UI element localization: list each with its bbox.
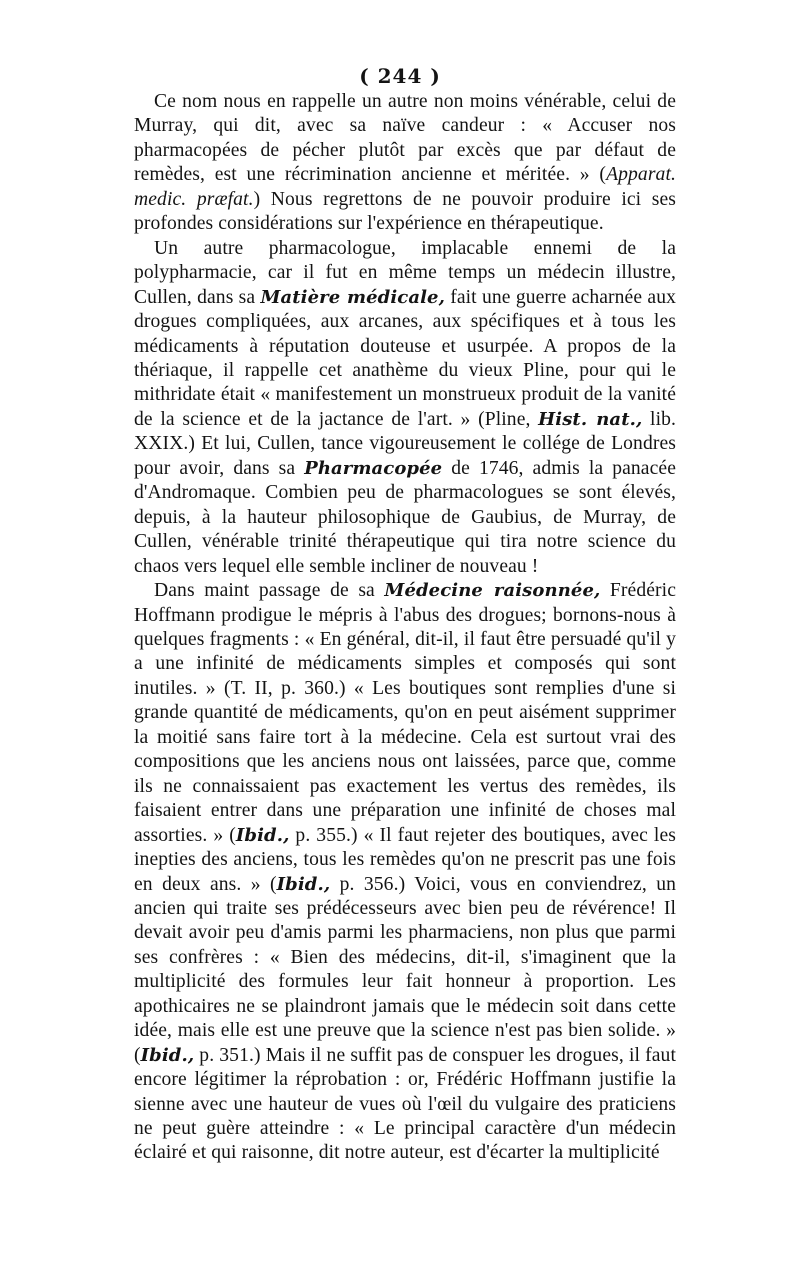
paragraph: [134, 237, 676, 579]
text-run: lib. XXIX.) Et lui, Cullen, tance vigoureusement le collége de Londres pour avoir, dans sa: [134, 408, 677, 479]
text-run: fait une guerre acharnée aux drogues compliquées, aux arcanes, aux spécifiques et à tous les médicaments à réputation douteuse et usurpée. A propos de la thériaque, il rappelle cet anathème du vieux Pline, pour qui le mithridate était « manifestement un monstrueux produit de la vanité de la science et de la jactance de l'art. » (Pline,: [134, 286, 676, 430]
text-run: Un autre pharmacologue, implacable ennemi de la polypharmacie, car il fut en même temps un médecin illustre, Cullen, dans sa: [134, 237, 676, 308]
text-run: Dans maint passage de sa: [154, 580, 385, 602]
text-run: p. 355.) « Il faut rejeter des boutiques, avec les inepties des anciens, tous les remèdes qu'on ne prescrit pas une fois en deux ans. » (: [134, 824, 676, 895]
citation-ibid: Ibid.,: [276, 873, 331, 895]
paragraph: [134, 579, 676, 1166]
text-run: p. 356.) Voici, vous en conviendrez, un ancien qui traite ses prédécesseurs avec bien peu de révérence! Il devait avoir peu d'amis parmi les pharmaciens, non plus que parmi ses confrères : « Bien des médecins, dit-il, s'imaginent que la multiplicité des formules leur fait honneur à proportion. Les apothicaires ne se plaindront jamais que le médecin soit dans cette idée, mais elle est une preuve que la science n'est pas bien solide. » (: [134, 873, 676, 1066]
citation-ibid: Ibid.,: [140, 1044, 195, 1066]
text-run: de 1746, admis la panacée d'Andromaque. Combien peu de pharmacologues se sont élevés, depuis, à la hauteur philosophique de Gaubius, de Murray, de Cullen, vénérable trinité thérapeutique qui tira notre science du chaos vers lequel elle semble incliner de nouveau !: [134, 457, 676, 577]
text-run: Frédéric Hoffmann prodigue le mépris à l'abus des drogues; bornons-nous à quelques fragments : « En général, dit-il, il faut être persuadé qu'il y a une infinité de médicaments simples et composés qui sont inutiles. » (T. II, p. 360.) « Les boutiques sont remplies d'une si grande quantité de médicaments, qu'on en peut aisément supprimer la moitié sans faire tort à la médecine. Cela est surtout vrai des compositions que les anciens nous ont laissées, parce que, comme ils ne connaissaient pas exactement les vertus des remèdes, ils faisaient entrer dans une préparation une infinité de choses mal assorties. » (: [134, 580, 677, 846]
paragraph: [134, 90, 676, 237]
citation-italic: Apparat. medic. præfat.: [134, 164, 676, 210]
work-title: Matière médicale,: [260, 286, 445, 308]
citation-ibid: Ibid.,: [235, 824, 290, 846]
text-run: p. 351.) Mais il ne suffit pas de conspuer les drogues, il faut encore légitimer la réprobation : or, Frédéric Hoffmann justifie la sienne avec une hauteur de vues où l'œil du vulgaire des praticiens ne peut guère atteindre : « Le principal caractère d'un médecin éclairé et qui raisonne, dit notre auteur, est d'écarter la multiplicité: [134, 1044, 676, 1164]
work-title: Pharmacopée: [304, 457, 443, 479]
text-run: ) Nous regrettons de ne pouvoir produire ici ses profondes considérations sur l'expérience en thérapeutique.: [134, 188, 677, 235]
work-title: Médecine raisonnée,: [384, 580, 601, 602]
text-run: Ce nom nous en rappelle un autre non moins vénérable, celui de Murray, qui dit, avec sa naïve candeur : « Accuser nos pharmacopées de pécher plutôt par excès que par défaut de remèdes, est une récrimination ancienne et méritée. » (: [134, 91, 676, 186]
work-title: Hist. nat.,: [538, 408, 643, 430]
body-text: [134, 90, 676, 1166]
page-number: ( 244 ): [359, 64, 441, 88]
